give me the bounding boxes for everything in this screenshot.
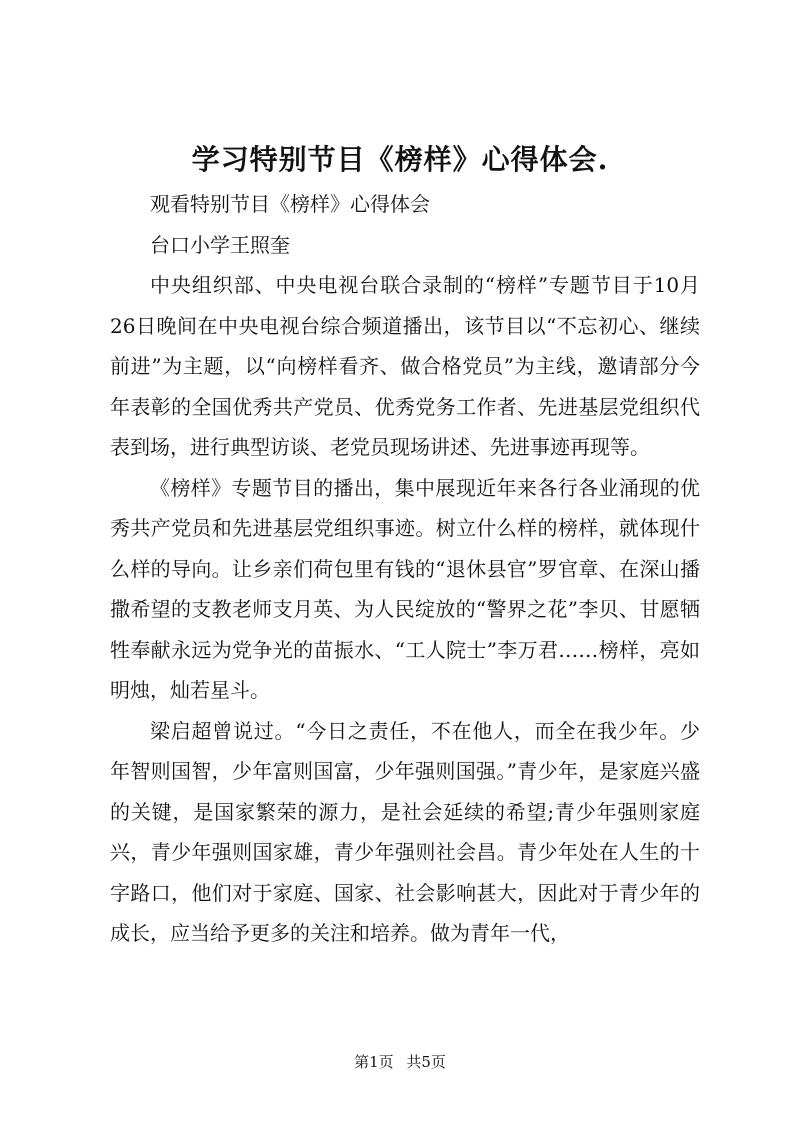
paragraph-subtitle: 观看特别节目《榜样》心得体会 <box>150 192 430 216</box>
page-total: 共5页 <box>406 1053 446 1071</box>
paragraph-intro: 中央组织部、中央电视台联合录制的“榜样”专题节目于10月26日晚间在中央电视台综合频道播出，该节目以“不忘初心、继续前进”为主题，以“向榜样看齐、做合格党员”为主线，邀请部分今年表彰的全国优秀共产党员、优秀党务工作者、先进基层党组织代表到场，进行典型访谈、老党员现场讲述、先进事迹再现等。 <box>110 273 700 459</box>
paragraph-author: 台口小学王照奎 <box>150 232 290 257</box>
document-title: 学习特别节目《榜样》心得体会. <box>191 143 609 176</box>
paragraph-youth: 梁启超曾说过。“今日之责任，不在他人，而全在我少年。少年智则国智，少年富则国富，少年强则国强。”青少年，是家庭兴盛的关键，是国家繁荣的源力，是社会延续的希望;青少年强则家庭兴，青少年强则国家雄，青少年强则社会昌。青少年处在人生的十字路口，他们对于家庭、国家、社会影响甚大，因此对于青少年的成长，应当给予更多的关注和培养。做为青年一代， <box>110 718 700 945</box>
page-footer <box>0 1052 800 1072</box>
document-body <box>110 184 700 954</box>
page-number: 第1页 <box>354 1053 394 1071</box>
paragraph-role-models: 《榜样》专题节目的播出，集中展现近年来各行各业涌现的优秀共产党员和先进基层党组织事迹。树立什么样的榜样，就体现什么样的导向。让乡亲们荷包里有钱的“退休县官”罗官章、在深山播撒希望的支教老师支月英、为人民绽放的“警界之花”李贝、甘愿牺牲奉献永远为党争光的苗振水、“工人院士”李万君……榜样，亮如明烛，灿若星斗。 <box>110 475 700 702</box>
